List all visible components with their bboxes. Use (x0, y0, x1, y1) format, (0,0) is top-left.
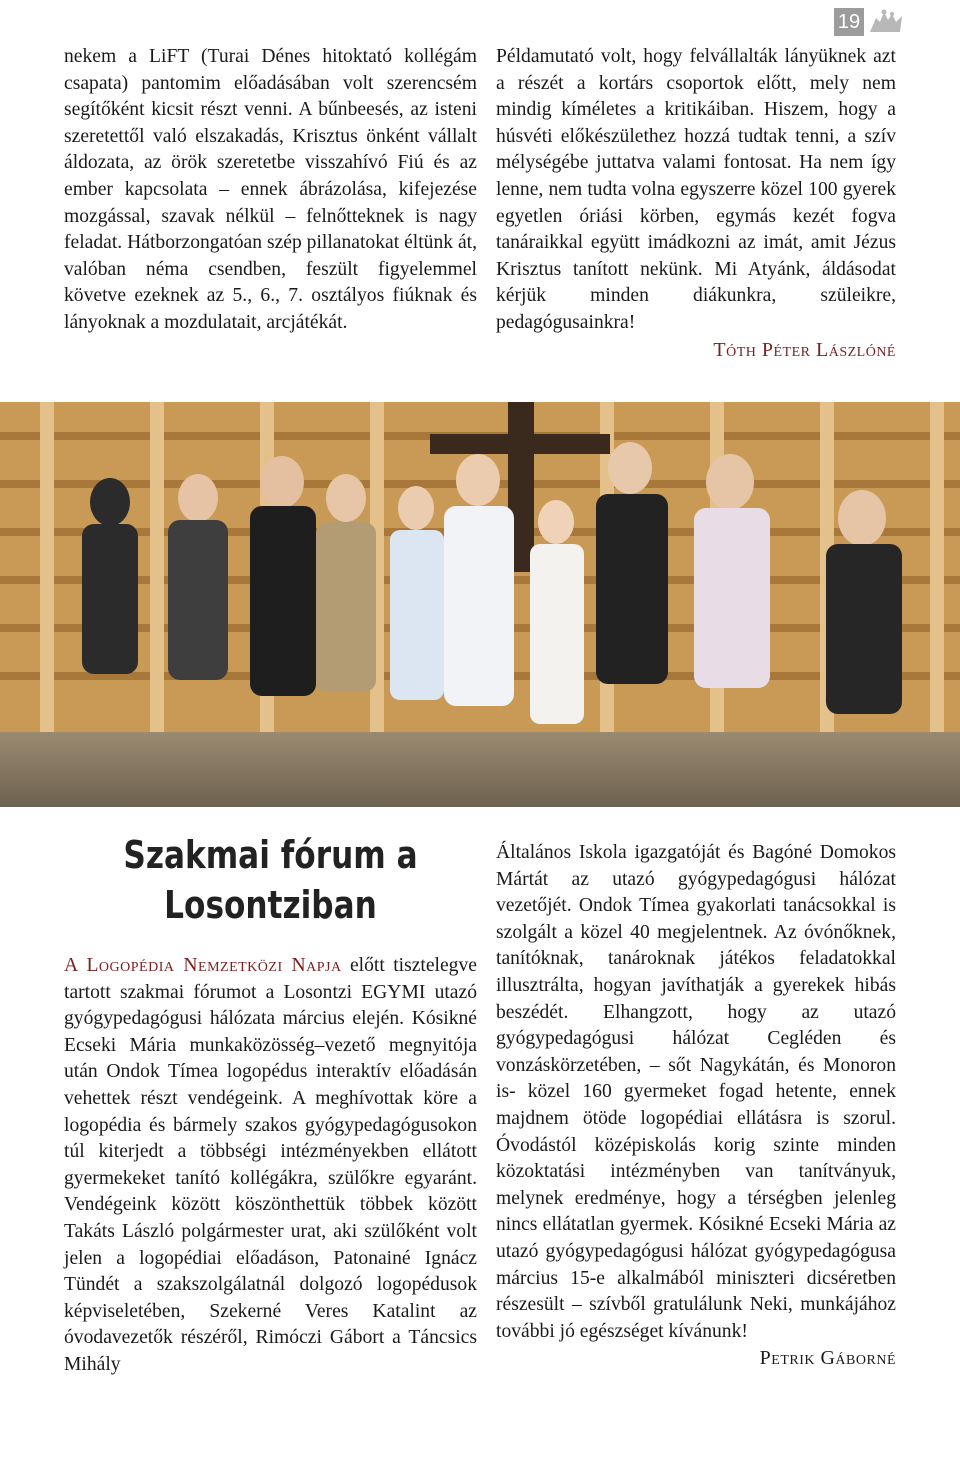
bottom-article-left-column (64, 953, 477, 1379)
article-title-line-2: Losontziban (164, 883, 377, 927)
article-title-line-1: Szakmai fórum a (123, 833, 418, 877)
article-lead: A Logopédia Nemzetközi Napja (64, 955, 342, 976)
bottom-article-left-text: előtt tisztelegve tartott szakmai fórumot a Losontzi EGYMI utazó gyógypedagógusi hálózata március elején. Kósikné Ecseki Mária munkaközösség–vezető megnyitója után Ondok Tímea logopédus interaktív előadásán vehettek részt vendégeink. A meghívottak köre a logopédia és bármely szakos gyógypedagógusokon túl kiterjedt a többségi intézményekben ellátott gyermekeket tanító kollégákra, szülőkre egyaránt. Vendégeink között köszönthettük többek között Takáts László polgármester urat, aki szülőként volt jelen a logopédiai előadáson, Patonainé Ignácz Tündét a szakszolgálatnál dolgozó logopédusok képviseletében, Szekerné Veres Katalint az óvodavezetők részéről, Rimóczi Gábort a Táncsics Mihály (64, 955, 477, 1375)
bottom-article-right-column (496, 840, 896, 1372)
article-title (101, 830, 440, 930)
top-article-signature: Tóth Péter Lászlóné (713, 338, 896, 361)
top-article-right-text: Példamutató volt, hogy felvállalták lányüknek azt a részét a kortárs csoportok előtt, mely nem mindig kíméletes a kritikáiban. Hiszem, hogy a húsvéti előkészülethez hozzá tudtak tenni, a szív mélységébe juttatva valami fontosat. Ha nem így lenne, nem tudta volna egyszerre közel 100 gyerek egyetlen óriási körben, egymás kezét fogva tanáraikkal együtt imádkozni az imát, amit Jézus Krisztus tanított nekünk. Mi Atyánk, áldásodat kérjük minden diákunkra, szüleikre, pedagógusainkra! (496, 46, 896, 333)
top-article-right-column (496, 44, 896, 363)
group-photo (0, 402, 960, 807)
bottom-article-signature: Petrik Gáborné (759, 1347, 896, 1370)
page-number: 19 (834, 8, 864, 36)
bottom-article-right-text: Általános Iskola igazgatóját és Bagóné Domokos Mártát az utazó gyógypedagógusi hálózat vezetőjét. Ondok Tímea gyakorlati tanácsokkal is szolgált a közel 40 megjelentnek. Az óvónőknek, tanítóknak, tanároknak játékos feladatokkal illusztrálta, hogyan javíthatják a gyerekek hibás beszédét. Elhangzott, hogy az utazó gyógypedagógusi hálózat Cegléden és vonzáskörzetében, – sőt Nagykátán, és Monoron is- közel 160 gyermeket fogad hetente, ennek majdnem ötöde logopédiai ellátásra is szorul. Óvodástól középiskolás korig szinte minden közoktatási intézményben van tanítványuk, melynek eredménye, hogy a térségben jelenleg nincs ellátatlan gyermek. Kósikné Ecseki Mária az utazó gyógypedagógusi hálózat gyógypedagógusa március 15-e alkalmából miniszteri dicséretben részesült – szívből gratulálunk Neki, munkájához további jó egészséget kívánunk! (496, 842, 896, 1342)
top-article-left-column (64, 44, 477, 337)
crest-icon (866, 6, 906, 38)
top-article-left-text: nekem a LiFT (Turai Dénes hitoktató kollégám csapata) pantomim előadásában volt szerencsém segítőként kicsit részt venni. A bűnbeesés, az isteni szeretettől való elszakadás, Krisztus önként vállalt áldozata, az örök szeretetbe visszahívó Fiú és az ember kapcsolata – ennek ábrázolása, kifejezése mozgással, szavak nélkül – felnőtteknek is nagy feladat. Hátborzongatóan szép pillanatokat éltünk át, valóban néma csendben, feszült figyelemmel követve ezeknek az 5., 6., 7. osztályos fiúknak és lányoknak a mozdulatait, arcjátékát. (64, 46, 477, 333)
